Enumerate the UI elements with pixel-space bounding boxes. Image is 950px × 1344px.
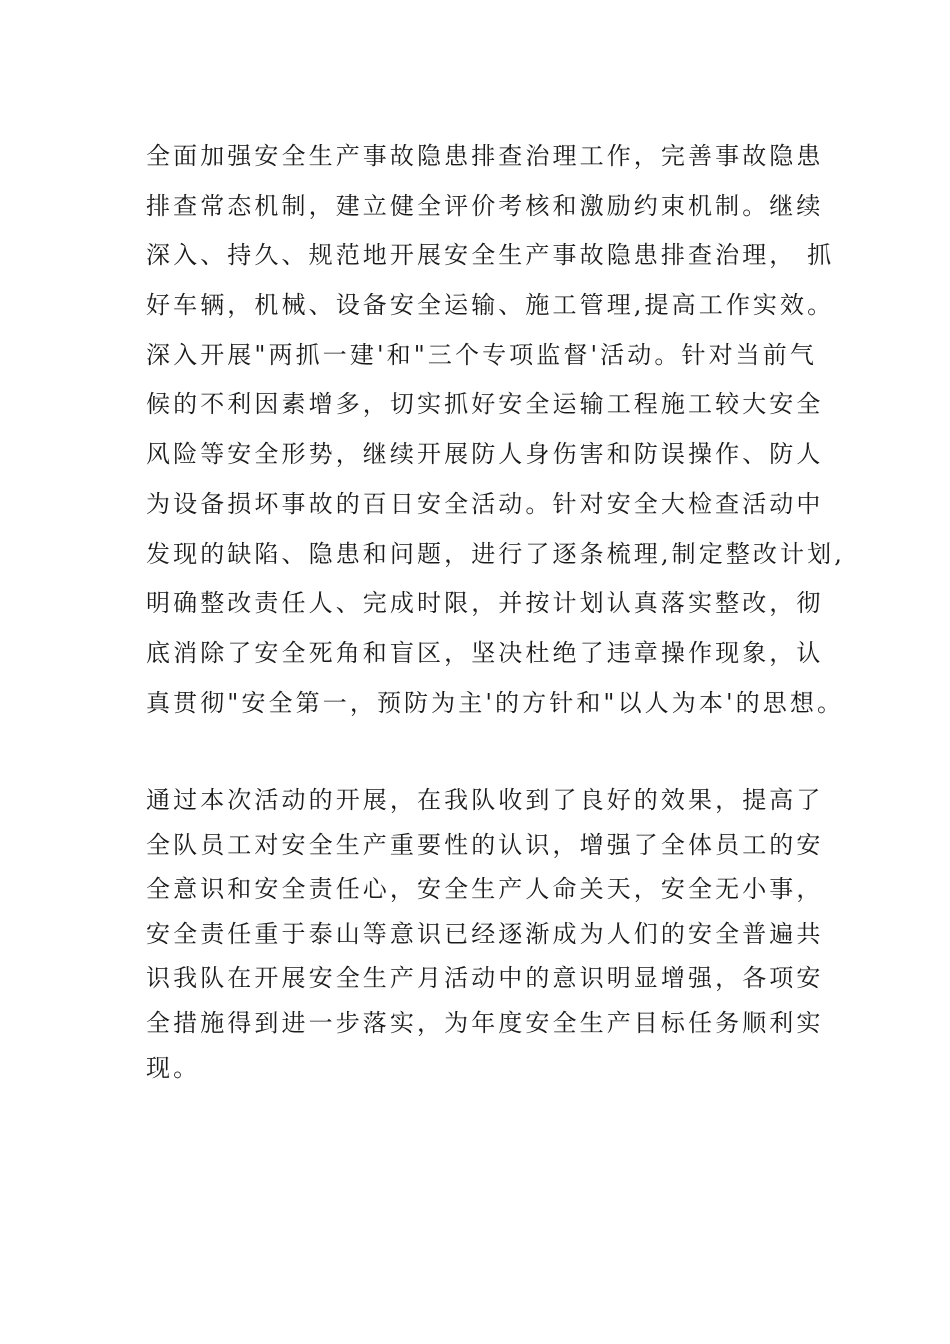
- text-line: 为设备损坏事故的百日安全活动。针对安全大检查活动中: [146, 489, 824, 518]
- text-line: 明确整改责任人、完成时限，并按计划认真落实整改，彻: [146, 589, 824, 618]
- text-line: 深入开展"两抓一建'和"三个专项监督'活动。针对当前气: [146, 340, 817, 369]
- text-line: 全面加强安全生产事故隐患排查治理工作，完善事故隐患: [146, 142, 824, 170]
- text-line: 底消除了安全死角和盲区，坚决杜绝了违章操作现象，认: [146, 638, 824, 667]
- text-line: 排查常态机制，建立健全评价考核和激励约束机制。继续: [146, 191, 824, 220]
- text-line: 全意识和安全责任心，安全生产人命关天，安全无小事，: [146, 875, 824, 904]
- text-line: 安全责任重于泰山等意识已经逐渐成为人们的安全普遍共: [146, 919, 824, 948]
- text-line: 真贯彻"安全第一，预防为主'的方针和"以人为本'的思想。: [146, 688, 845, 717]
- paragraph-safety-inspection: [146, 132, 845, 728]
- text-line: 全队员工对安全生产重要性的认识，增强了全体员工的安: [146, 830, 824, 859]
- paragraph-activity-results: [146, 778, 826, 1090]
- text-line: 深入、持久、规范地开展安全生产事故隐患排查治理， 抓: [146, 241, 835, 270]
- text-line: 好车辆，机械、设备安全运输、施工管理,提高工作实效。: [146, 291, 835, 320]
- text-line: 全措施得到进一步落实，为年度安全生产目标任务顺利实: [146, 1008, 824, 1037]
- text-line: 风险等安全形势，继续开展防人身伤害和防误操作、防人: [146, 440, 824, 469]
- text-line: 识我队在开展安全生产月活动中的意识明显增强，各项安: [146, 964, 824, 993]
- text-line: 发现的缺陷、隐患和问题，进行了逐条梳理,制定整改计划,: [146, 539, 845, 568]
- text-line: 通过本次活动的开展，在我队收到了良好的效果，提高了: [146, 786, 824, 814]
- text-line: 候的不利因素增多，切实抓好安全运输工程施工较大安全: [146, 390, 824, 419]
- text-line: 现。: [146, 1053, 201, 1082]
